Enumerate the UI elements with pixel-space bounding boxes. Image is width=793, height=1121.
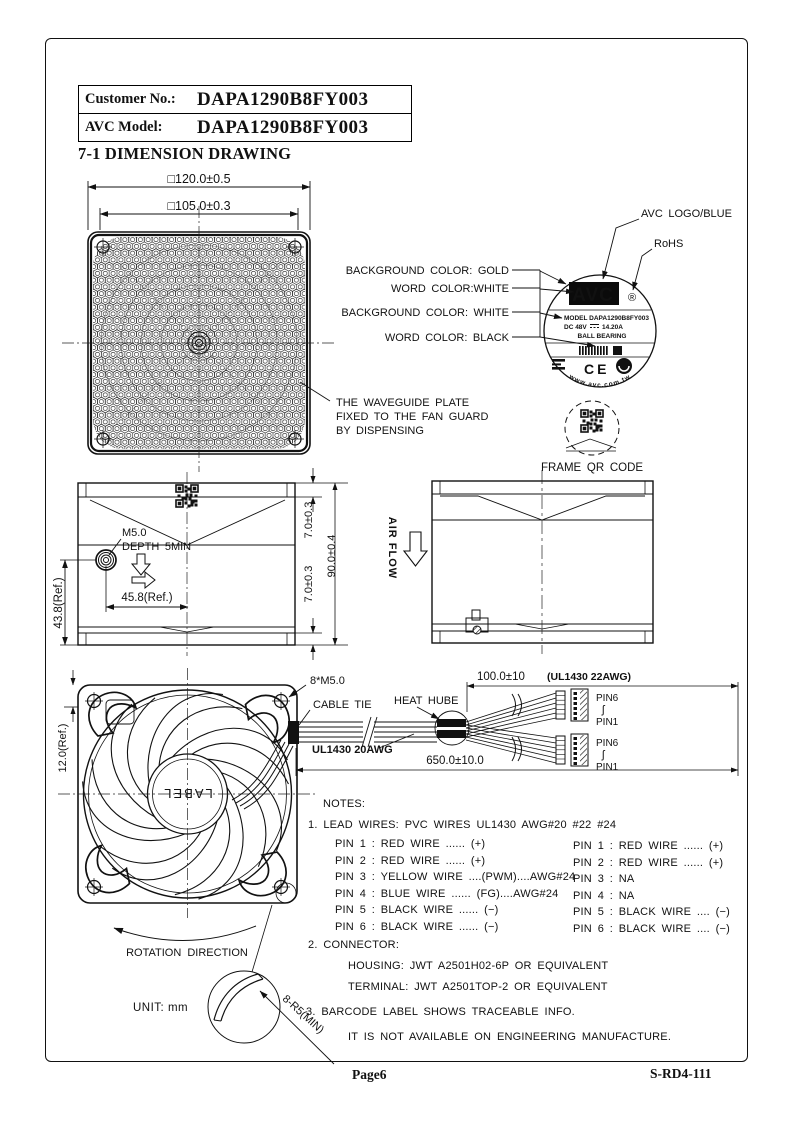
note-2-terminal: TERMINAL: JWT A2501TOP-2 OR EQUIVALENT <box>348 981 608 993</box>
dim-7-top: 7.0±0.3 <box>303 501 315 539</box>
pin-span-upper: ʃ <box>602 704 605 716</box>
heat-tube-callout: HEAT HUBE <box>394 695 459 707</box>
note-2: 2. CONNECTOR: <box>308 939 400 951</box>
pin-row: PIN 5 : BLACK WIRE ...... (−) <box>335 904 499 916</box>
page-number: Page6 <box>352 1067 387 1082</box>
label-current: 14.20A <box>602 324 623 331</box>
wire-gauge-callout: UL1430 20AWG <box>312 744 393 756</box>
pin-row: PIN 1 : RED WIRE ...... (+) <box>573 840 724 852</box>
waveguide-note: BY DISPENSING <box>336 425 424 437</box>
document-number: S-RD4-111 <box>650 1066 712 1081</box>
dim-12-lines <box>64 670 78 722</box>
avc-model-value: DAPA1290B8FY003 <box>197 116 369 138</box>
ce-mark-icon: CE <box>584 361 610 377</box>
note-2-housing: HOUSING: JWT A2501H02-6P OR EQUIVALENT <box>348 960 609 972</box>
dim-105: □105.0±0.3 <box>167 199 231 213</box>
callout-bg-gold: BACKGROUND COLOR: GOLD <box>345 265 509 277</box>
pin-row: PIN 6 : BLACK WIRE .... (−) <box>573 922 731 935</box>
dim-45-8: 45.8(Ref.) <box>121 592 173 604</box>
unit-label: UNIT: mm <box>133 1002 189 1014</box>
note-3b: IT IS NOT AVAILABLE ON ENGINEERING MANUFACTURE. <box>348 1031 672 1043</box>
dc-symbol-icon <box>590 325 599 328</box>
dim-90: 90.0±0.4 <box>326 534 338 578</box>
airflow-indicator <box>386 517 427 579</box>
hub-label-text: LABEL <box>162 786 213 801</box>
customer-no-value: DAPA1290B8FY003 <box>197 88 369 110</box>
connector-upper <box>556 689 588 721</box>
dim-650: 650.0±10.0 <box>426 755 484 767</box>
callout-avc-logo-blue: AVC LOGO/BLUE <box>641 208 732 220</box>
avc-logo-text: AVC <box>572 285 614 306</box>
pin-row: PIN 1 : RED WIRE ...... (+) <box>335 838 486 850</box>
customer-no-label: Customer No.: <box>85 91 176 107</box>
side-view-right <box>432 470 653 654</box>
cable-tie-callout: CABLE TIE <box>313 699 372 711</box>
waveguide-note: THE WAVEGUIDE PLATE <box>336 397 470 409</box>
down-arrow-icon <box>132 554 150 575</box>
pin-row: PIN 3 : YELLOW WIRE ....(PWM)....AWG#24 <box>335 871 576 883</box>
callout-word-black: WORD COLOR: BLACK <box>384 332 509 344</box>
dim-100: 100.0±10 <box>477 671 525 683</box>
page-title: 7-1 DIMENSION DRAWING <box>78 144 292 163</box>
dim-100-wire-type: (UL1430 22AWG) <box>547 671 632 683</box>
pin-row: PIN 5 : BLACK WIRE .... (−) <box>573 906 731 918</box>
label-model-line: MODEL DAPA1290B8FY003 <box>564 315 650 322</box>
notes-title: NOTES: <box>323 798 366 810</box>
pin-row: PIN 3 : NA <box>573 873 635 885</box>
cert-mark-ul-icon <box>552 359 565 370</box>
corner-radius-callout: 8-R5(MIN) <box>279 992 327 1037</box>
waveguide-note: FIXED TO THE FAN GUARD <box>336 411 489 423</box>
dim-43-8: 43.8(Ref.) <box>53 577 65 629</box>
registered-mark-icon: ® <box>628 292 637 304</box>
fan-wire-bundle <box>232 740 293 809</box>
dim-7-bottom: 7.0±0.3 <box>303 565 315 603</box>
screw-callout: 8*M5.0 <box>310 675 345 687</box>
pin-row: PIN 2 : RED WIRE ...... (+) <box>573 856 724 869</box>
datamatrix <box>613 346 622 355</box>
cable-exit-grommet <box>466 610 488 634</box>
split-wires <box>466 693 556 763</box>
pin-row: PIN 2 : RED WIRE ...... (+) <box>335 854 486 867</box>
pin-row: PIN 4 : BLUE WIRE ...... (FG)....AWG#24 <box>335 887 559 900</box>
pin-list-left <box>335 838 575 937</box>
note-3: 3. BARCODE LABEL SHOWS TRACEABLE INFO. <box>306 1006 575 1018</box>
label-voltage: DC 48V <box>564 324 587 331</box>
pin6-label-lower: PIN6 <box>596 738 619 749</box>
label-website: www.avc.com.tw <box>567 373 633 390</box>
label-bearing: BALL BEARING <box>577 333 627 340</box>
heat-tube-upper <box>437 719 466 727</box>
pin1-label-upper: PIN1 <box>596 717 619 728</box>
airflow-label: AIR FLOW <box>386 516 398 580</box>
airflow-arrow-icon <box>404 532 427 566</box>
frame-qr-detail <box>565 401 619 455</box>
avc-model-label: AVC Model: <box>85 119 163 135</box>
note-1: 1. LEAD WIRES: PVC WIRES UL1430 AWG#20 #22 #24 <box>308 819 617 831</box>
pin-row: PIN 6 : BLACK WIRE ...... (−) <box>335 920 499 933</box>
fan-guard-view <box>62 172 488 472</box>
pin-list-right <box>573 840 730 939</box>
height-dim-lines <box>295 468 348 660</box>
dim-120: □120.0±0.5 <box>167 172 231 186</box>
rotation-caption: ROTATION DIRECTION <box>126 947 248 959</box>
callout-bg-white: BACKGROUND COLOR: WHITE <box>341 307 509 319</box>
callout-word-white: WORD COLOR:WHITE <box>391 283 509 295</box>
callout-rohs: RoHS <box>654 238 684 250</box>
frame-qr-caption: FRAME QR CODE <box>540 462 644 474</box>
cable-tie <box>288 721 299 744</box>
wire-harness <box>288 671 738 776</box>
pin1-label-lower: PIN1 <box>596 762 619 773</box>
thread-depth-callout: DEPTH 5MIN <box>122 541 192 553</box>
corner-detail-circle <box>208 971 280 1043</box>
pin6-label-upper: PIN6 <box>596 693 619 704</box>
dim-12: 12.0(Ref.) <box>57 723 69 773</box>
pin-row: PIN 4 : NA <box>573 889 635 902</box>
barcode <box>578 346 609 355</box>
right-arrow-icon <box>132 572 155 588</box>
connector-lower <box>556 734 588 766</box>
heat-tube-lower <box>437 730 466 738</box>
pin-span-lower: ʃ <box>602 749 605 761</box>
side-view-left <box>53 468 348 660</box>
rotation-arc <box>114 926 256 941</box>
thread-callout: M5.0 <box>122 527 147 539</box>
